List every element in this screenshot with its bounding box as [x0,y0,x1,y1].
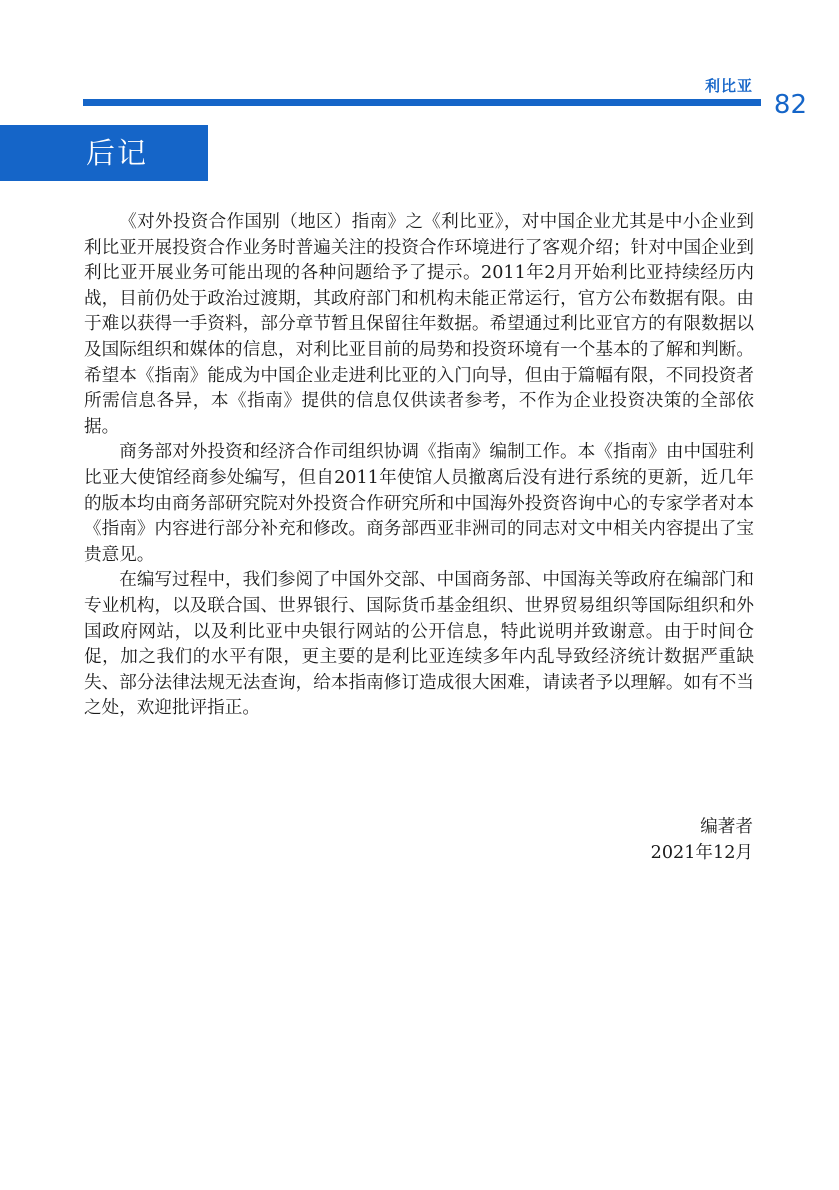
paragraph-3: 在编写过程中，我们参阅了中国外交部、中国商务部、中国海关等政府在编部门和专业机构，以及联合国、世界银行、国际货币基金组织、世界贸易组织等国际组织和外国政府网站，以及利比亚中央银行网站的公开信息，特此说明并致谢意。由于时间仓促，加之我们的水平有限，更主要的是利比亚连续多年内乱导致经济统计数据严重缺失、部分法律法规无法查询，给本指南修订造成很大困难，请读者予以理解。如有不当之处，欢迎批评指正。 [84,570,754,719]
page-number: 82 [773,90,807,120]
header-rule [83,99,761,106]
paragraph-2: 商务部对外投资和经济合作司组织协调《指南》编制工作。本《指南》由中国驻利比亚大使馆经商参处编写，但自2011年使馆人员撤离后没有进行系统的更新，近几年的版本均由商务部研究院对外投资合作研究所和中国海外投资咨询中心的专家学者对本《指南》内容进行部分补充和修改。商务部西亚非洲司的同志对文中相关内容提出了宝贵意见。 [84,442,754,565]
signature-author: 编著者 [700,817,753,837]
signature-block [651,815,753,866]
signature-date: 2021年12月 [650,842,753,863]
section-title: 后记 [86,136,149,170]
body-text [84,210,754,722]
section-title-block [0,125,208,181]
paragraph-1: 《对外投资合作国别（地区）指南》之《利比亚》，对中国企业尤其是中小企业到利比亚开展投资合作业务时普遍关注的投资合作环境进行了客观介绍；针对中国企业到利比亚开展业务可能出现的各种问题给予了提示。2011年2月开始利比亚持续经历内战，目前仍处于政治过渡期，其政府部门和机构未能正常运行，官方公布数据有限。由于难以获得一手资料，部分章节暂且保留往年数据。希望通过利比亚官方的有限数据以及国际组织和媒体的信息，对利比亚目前的局势和投资环境有一个基本的了解和判断。希望本《指南》能成为中国企业走进利比亚的入门向导，但由于篇幅有限，不同投资者所需信息各异，本《指南》提供的信息仅供读者参考，不作为企业投资决策的全部依据。 [84,212,754,437]
header-country-label: 利比亚 [704,77,753,95]
